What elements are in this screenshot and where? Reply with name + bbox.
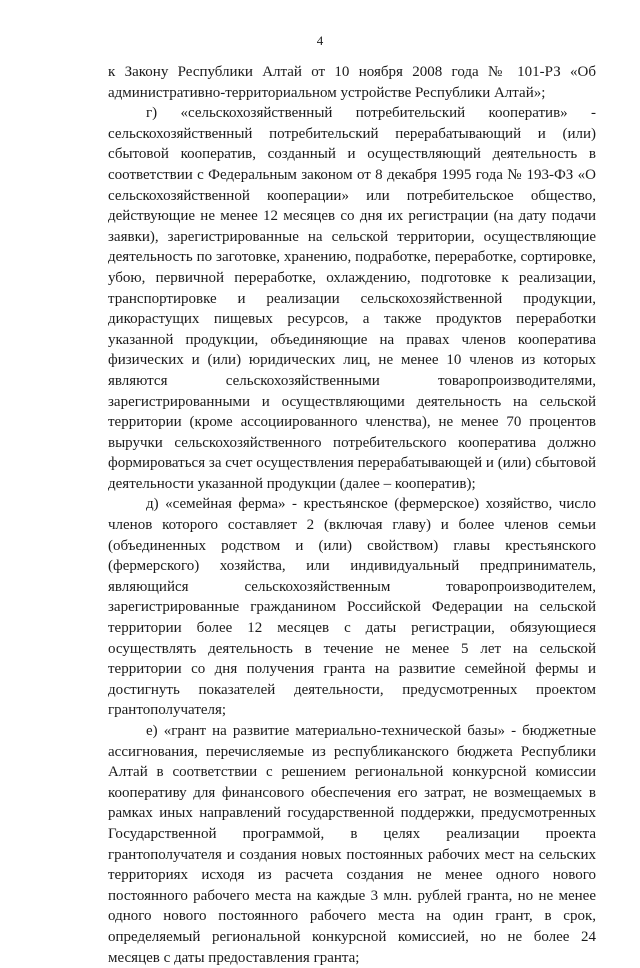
paragraph-item-d: д) «семейная ферма» - крестьянское (фермерское) хозяйство, число членов которого составляет 2 (включая главу) и более членов семьи (объединенных родством и (или) свойством) главы крестьянского (фермерского) хозяйства, или индивидуальный предприниматель, являющийся сельскохозяйственным товаропроизводителем, зарегистрированные гражданином Российской Федерации на сельской территории более 12 месяцев с даты регистрации, обязующиеся осуществлять деятельность в течение не менее 5 лет на сельской территории со дня получения гранта на развитие семейной фермы и достигнуть показателей деятельности, предусмотренных проектом грантополучателя; <box>108 496 596 719</box>
paragraph-item-e: е) «грант на развитие материально-технической базы» - бюджетные ассигнования, перечисляемые из республиканского бюджета Республики Алтай в соответствии с решением региональной конкурсной комиссии кооперативу для финансового обеспечения его затрат, не возмещаемых в рамках иных направлений государственной поддержки, предусмотренных Государственной программой, в целях реализации проекта грантополучателя и создания новых постоянных рабочих мест на сельских территориях исходя из расчета создания не менее одного нового постоянного рабочего места на каждые 3 млн. рублей гранта, но не менее одного нового постоянного рабочего места на один грант, в срок, определяемый региональной конкурсной комиссией, но не более 24 месяцев с даты предоставления гранта; <box>108 723 596 966</box>
paragraph-continuation: к Закону Республики Алтай от 10 ноября 2008 года № 101-РЗ «Об административно-территориальном устройстве Республики Алтай»; <box>108 64 596 101</box>
page-number: 4 <box>316 33 324 48</box>
paragraph-item-g: г) «сельскохозяйственный потребительский кооператив» - сельскохозяйственный потребительский перерабатывающий и (или) сбытовой кооператив, созданный и осуществляющий деятельность в соответствии с Федеральным законом от 8 декабря 1995 года № 193-ФЗ «О сельскохозяйственной кооперации» или потребительское общество, действующие не менее 12 месяцев со дня их регистрации (на дату подачи заявки), зарегистрированные на сельской территории, осуществляющие деятельность по заготовке, хранению, подработке, переработке, сортировке, убою, первичной переработке, охлаждению, подготовке к реализации, транспортировке и реализации сельскохозяйственной продукции, дикорастущих пищевых ресурсов, а также продуктов переработки указанной продукции, объединяющие на правах членов кооператива физических и (или) юридических лиц, не менее 10 членов из которых являются сельскохозяйственными товаропроизводителями, зарегистрированными и осуществляющими деятельность на сельской территории (кроме ассоциированного членства), не менее 70 процентов выручки сельскохозяйственного потребительского кооператива должно формироваться за счет осуществления перерабатывающей и (или) сбытовой деятельности указанной продукции (далее – кооператив); <box>108 105 596 492</box>
document-body <box>108 62 596 968</box>
